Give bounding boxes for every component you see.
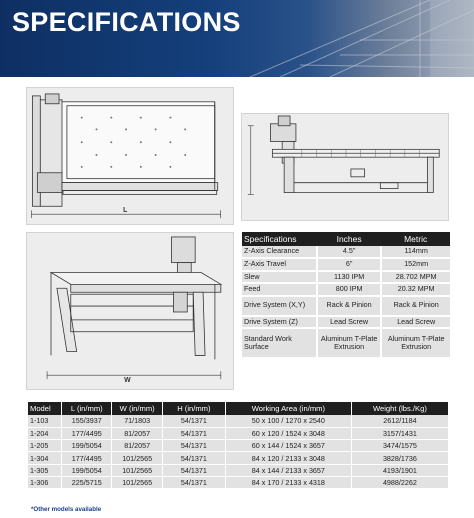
table-row (28, 464, 448, 476)
models-header-width: W (in/mm) (112, 402, 162, 415)
length-cell: 199/5054 (62, 464, 112, 476)
working-area-cell: 84 x 170 / 2133 x 4318 (225, 476, 351, 488)
height-cell: 54/1371 (162, 464, 225, 476)
page-title: SPECIFICATIONS (12, 7, 241, 37)
specs-row (242, 271, 450, 284)
spec-metric: Lead Screw (381, 316, 450, 329)
model-cell: 1-103 (28, 415, 62, 427)
specs-row (242, 296, 450, 316)
models-header-row (28, 402, 448, 415)
working-area-cell: 84 x 120 / 2133 x 3048 (225, 452, 351, 464)
length-cell: 199/5054 (62, 440, 112, 452)
spec-name: Slew (242, 271, 317, 284)
spec-name: Drive System (Z) (242, 316, 317, 329)
weight-cell: 4988/2262 (351, 476, 448, 488)
width-dimension-label: W (124, 377, 131, 385)
length-dimension-label: L (123, 207, 128, 215)
top-view-svg (27, 88, 233, 224)
specs-row (242, 316, 450, 329)
spec-inches: 1130 IPM (317, 271, 381, 284)
specs-header-metric: Metric (381, 232, 450, 246)
width-cell: 81/2057 (112, 440, 162, 452)
table-row (28, 415, 448, 427)
width-cell: 101/2565 (112, 464, 162, 476)
specs-header-inches: Inches (317, 232, 381, 246)
working-area-cell: 84 x 144 / 2133 x 3657 (225, 464, 351, 476)
spec-name: Drive System (X,Y) (242, 296, 317, 316)
spec-inches: 800 IPM (317, 283, 381, 296)
spec-inches: Rack & Pinion (317, 296, 381, 316)
height-cell: 54/1371 (162, 415, 225, 427)
specs-row (242, 246, 450, 258)
spec-inches: 4.5" (317, 246, 381, 258)
length-cell: 225/5715 (62, 476, 112, 488)
spec-inches: Aluminum T-Plate Extrusion (317, 328, 381, 358)
spec-name: Standard Work Surface (242, 328, 317, 358)
models-table (28, 402, 448, 489)
width-cell: 71/1803 (112, 415, 162, 427)
table-row (28, 440, 448, 452)
spec-name: Z-Axis Travel (242, 258, 317, 271)
height-cell: 54/1371 (162, 452, 225, 464)
front-view-drawing (26, 232, 234, 390)
spec-metric: 20.32 MPM (381, 283, 450, 296)
specs-row (242, 328, 450, 358)
model-cell: 1-205 (28, 440, 62, 452)
width-cell: 101/2565 (112, 452, 162, 464)
spec-inches: Lead Screw (317, 316, 381, 329)
table-row (28, 427, 448, 439)
model-cell: 1-306 (28, 476, 62, 488)
height-cell: 54/1371 (162, 427, 225, 439)
spec-inches: 6" (317, 258, 381, 271)
model-cell: 1-304 (28, 452, 62, 464)
spec-name: Z-Axis Clearance (242, 246, 317, 258)
spec-metric: Aluminum T-Plate Extrusion (381, 328, 450, 358)
working-area-cell: 60 x 120 / 1524 x 3048 (225, 427, 351, 439)
specs-row (242, 283, 450, 296)
specifications-banner (0, 0, 474, 77)
width-cell: 81/2057 (112, 427, 162, 439)
models-header-model: Model (28, 402, 62, 415)
table-row (28, 476, 448, 488)
working-area-cell: 50 x 100 / 1270 x 2540 (225, 415, 351, 427)
specifications-table (242, 232, 450, 359)
specs-header-specifications: Specifications (242, 232, 317, 246)
models-header-weight: Weight (lbs./Kg) (351, 402, 448, 415)
table-row (28, 452, 448, 464)
weight-cell: 3828/1736 (351, 452, 448, 464)
specs-row (242, 258, 450, 271)
spec-metric: 28.702 MPM (381, 271, 450, 284)
models-header-length: L (in/mm) (62, 402, 112, 415)
spec-name: Feed (242, 283, 317, 296)
height-cell: 54/1371 (162, 476, 225, 488)
specs-header-row (242, 232, 450, 246)
weight-cell: 2612/1184 (351, 415, 448, 427)
width-cell: 101/2565 (112, 476, 162, 488)
spec-metric: 114mm (381, 246, 450, 258)
weight-cell: 4193/1901 (351, 464, 448, 476)
side-view-svg (242, 114, 448, 220)
length-cell: 177/4495 (62, 427, 112, 439)
length-cell: 155/3937 (62, 415, 112, 427)
spec-metric: Rack & Pinion (381, 296, 450, 316)
models-header-height: H (in/mm) (162, 402, 225, 415)
spec-metric: 152mm (381, 258, 450, 271)
length-cell: 177/4495 (62, 452, 112, 464)
height-cell: 54/1371 (162, 440, 225, 452)
side-view-drawing (241, 113, 449, 221)
working-area-cell: 60 x 144 / 1524 x 3657 (225, 440, 351, 452)
weight-cell: 3474/1575 (351, 440, 448, 452)
footnote: *Other models available (31, 506, 102, 513)
models-header-working-area: Working Area (in/mm) (225, 402, 351, 415)
front-view-svg (27, 233, 233, 389)
weight-cell: 3157/1431 (351, 427, 448, 439)
top-view-drawing (26, 87, 234, 225)
model-cell: 1-305 (28, 464, 62, 476)
model-cell: 1-204 (28, 427, 62, 439)
